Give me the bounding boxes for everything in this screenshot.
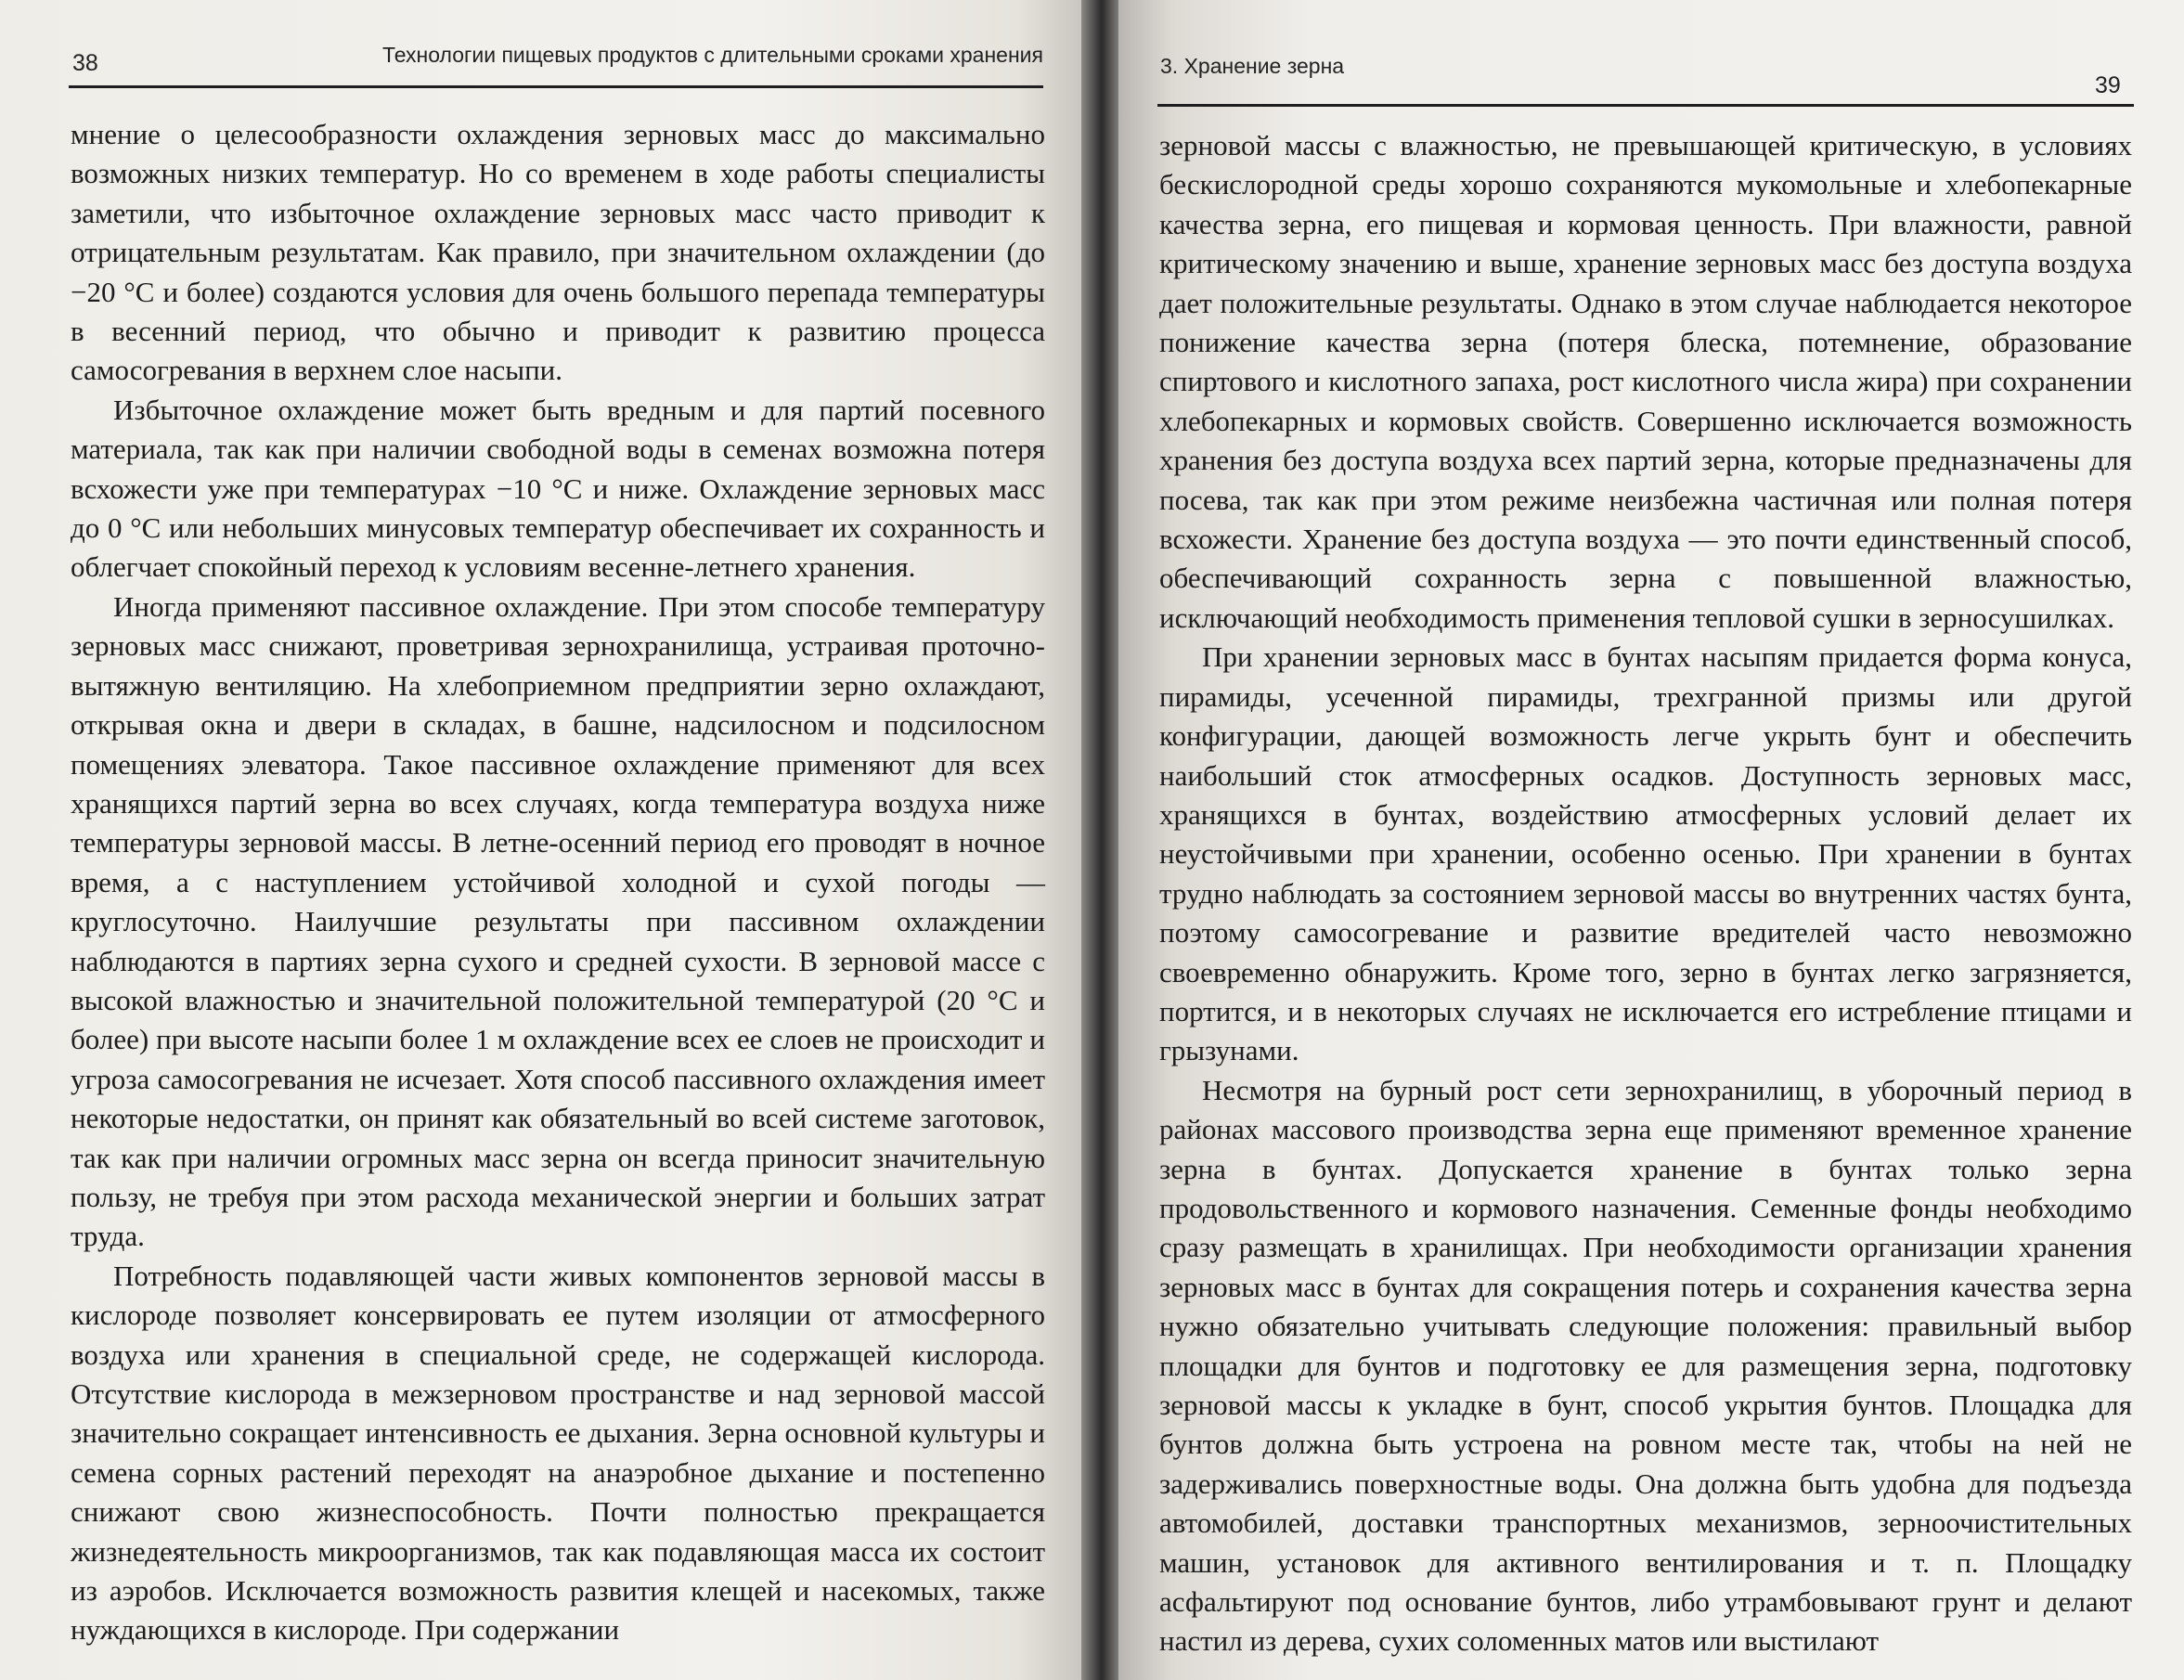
paragraph: зерновой массы с влажностью, не превышающей критическую, в условиях бескислородной среды хорошо сохраняются мукомольные и хлебопекарные качества зерна, его пищевая и кормовая ценность. При влажности, равной критическому значению и выше, хранение зерновых масс без доступа воздуха дает положительные результаты. Однако в этом случае наблюдается некоторое понижение качества зерна (потеря блеска, потемнение, образование спиртового и кислотного запаха, рост кислотного числа жира) при сохранении хлебопекарных и кормовых свойств. Совершенно исключается возможность хранения без доступа воздуха всех партий зерна, которые предназначены для посева, так как при этом режиме неизбежна частичная или полная потеря всхожести. Хранение без доступа воздуха — это почти единственный способ, обеспечивающий сохранность зерна с повышенной влажностью, исключающий необходимость применения тепловой сушки в зерносушилках. bbox=[1159, 129, 2132, 634]
left-page bbox=[0, 0, 1081, 1680]
paragraph: Потребность подавляющей части живых компонентов зерновой массы в кислороде позволяет консервировать ее путем изоляции от атмосферного воздуха или хранения в специальной среде, не содержащей кислорода. Отсутствие кислорода в межзерновом пространстве и над зерновой массой значительно сокращает интенсивность ее дыхания. Зерна основной культуры и семена сорных растений переходят на анаэробное дыхание и постепенно снижают свою жизнеспособность. Почти полностью прекращается жизнедеятельность микроорганизмов, так как подавляющая масса их состоит из аэробов. Исключается возможность развития клещей и насекомых, также нуждающихся в кислороде. При содержании bbox=[71, 1259, 1045, 1647]
paragraph: При хранении зерновых масс в бунтах насыпям придается форма конуса, пирамиды, усеченной пирамиды, трехгранной призмы или другой конфигурации, дающей возможность легче укрыть бунт и обеспечить наибольший сток атмосферных осадков. Доступность зерновых масс, хранящихся в бунтах, воздействию атмосферных условий делает их неустойчивыми при хранении, особенно осенью. При хранении в бунтах трудно наблюдать за состоянием зерновой массы во внутренних частях бунта, поэтому самосогревание и развитие вредителей часто невозможно своевременно обнаружить. Кроме того, зерно в бунтах легко загрязняется, портится, и в некоторых случаях не исключается его истребление птицами и грызунами. bbox=[1159, 640, 2132, 1067]
paragraph: мнение о целесообразности охлаждения зерновых масс до максимально возможных низких температур. Но со временем в ходе работы специалисты заметили, что избыточное охлаждение зерновых масс часто приводит к отрицательным результатам. Как правило, при значительном охлаждении (до −20 °С и более) создаются условия для очень большого перепада температуры в весенний период, что обычно и приводит к развитию процесса самосогревания в верхнем слое насыпи. bbox=[71, 118, 1045, 387]
paragraph: Несмотря на бурный рост сети зернохранилищ, в уборочный период в районах массового производства зерна еще применяют временное хранение зерна в бунтах. Допускается хранение в бунтах только зерна продовольственного и кормового назначения. Семенные фонды необходимо сразу размещать в хранилищах. При необходимости организации хранения зерновых масс в бунтах для сокращения потерь и сохранения качества зерна нужно обязательно учитывать следующие положения: правильный выбор площадки для бунтов и подготовку ее для размещения зерна, подготовку зерновой массы к укладке в бунт, способ укрытия бунтов. Площадка для бунтов должна быть устроена на ровном месте так, чтобы на ней не задерживались поверхностные воды. Она должна быть удобна для подъезда автомобилей, доставки транспортных механизмов, зерноочистительных машин, установок для активного вентилирования и т. п. Площадку асфальтируют под основание бунтов, либо утрамбовывают грунт и делают настил из дерева, сухих соломенных матов или выстилают bbox=[1159, 1073, 2132, 1658]
paragraph: Иногда применяют пассивное охлаждение. При этом способе температуру зерновых масс снижают, проветривая зернохранилища, устраивая проточно-вытяжную вентиляцию. На хлебоприемном предприятии зерно охлаждают, открывая окна и двери в складах, в башне, надсилосном и подсилосном помещениях элеватора. Такое пассивное охлаждение применяют для всех хранящихся партий зерна во всех случаях, когда температура воздуха ниже температуры зерновой массы. В летне-осенний период его проводят в ночное время, а с наступлением устойчивой холодной и сухой погоды — круглосуточно. Наилучшие результаты при пассивном охлаждении наблюдаются в партиях зерна сухого и средней сухости. В зерновой массе с высокой влажностью и значительной положительной температурой (20 °С и более) при высоте насыпи более 1 м охлаждение всех ее слоев не происходит и угроза самосогревания не исчезает. Хотя способ пассивного охлаждения имеет некоторые недостатки, он принят как обязательный во всей системе заготовок, так как при наличии огромных масс зерна он всегда приносит значительную пользу, не требуя при этом расхода механической энергии и больших затрат труда. bbox=[71, 589, 1045, 1253]
book-gutter bbox=[1081, 0, 1118, 1680]
paragraph: Избыточное охлаждение может быть вредным и для партий посевного материала, так как при наличии свободной воды в семенах возможна потеря всхожести уже при температурах −10 °С и ниже. Охлаждение зерновых масс до 0 °С или небольших минусовых температур обеспечивает их сохранность и облегчает спокойный переход к условиям весенне-летнего хранения. bbox=[71, 393, 1045, 584]
left-header-rule bbox=[69, 85, 1043, 88]
left-body-text bbox=[71, 115, 1045, 1650]
left-running-head: Технологии пищевых продуктов с длительными сроками хранения bbox=[382, 43, 1043, 67]
right-running-head: 3. Хранение зерна bbox=[1160, 54, 1345, 78]
right-body-text bbox=[1159, 126, 2132, 1661]
right-page-number: 39 bbox=[2095, 72, 2121, 98]
right-page bbox=[1118, 0, 2184, 1680]
left-page-number: 38 bbox=[72, 50, 98, 76]
right-header-rule bbox=[1157, 104, 2134, 107]
